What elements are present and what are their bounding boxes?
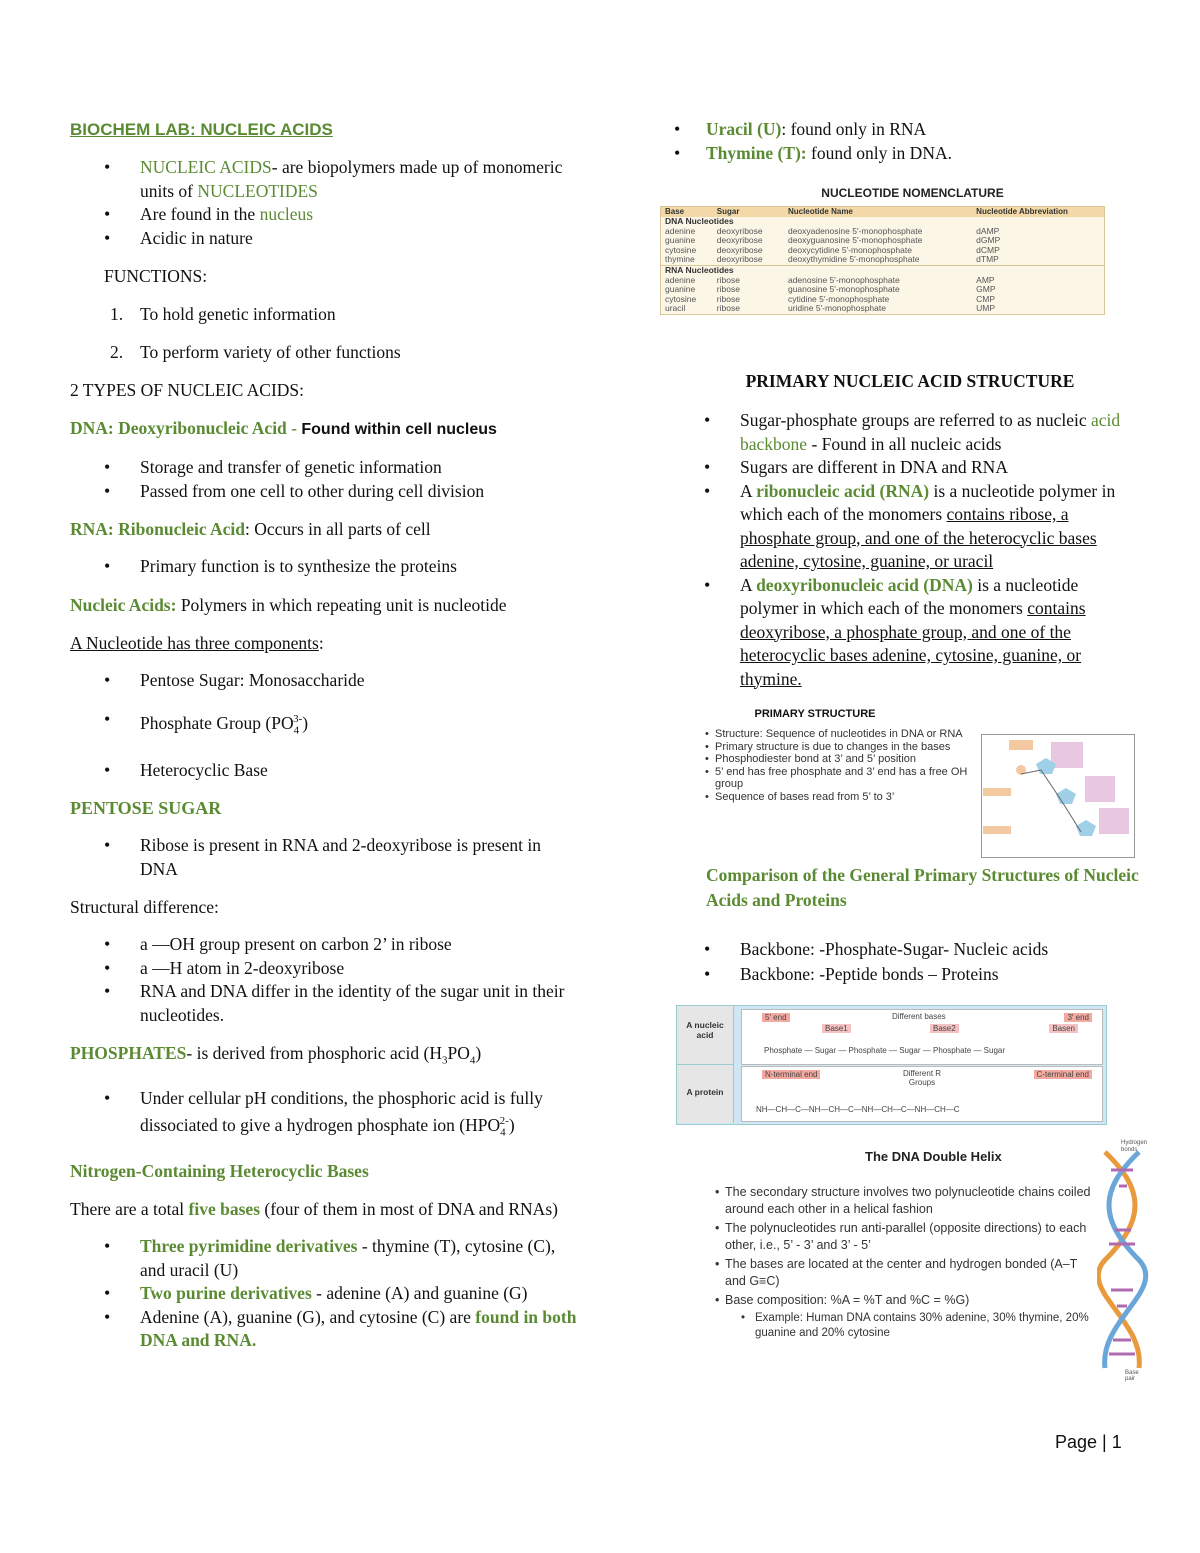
protein-chain: N-terminal end Different R Groups C-terminal end NH—CH—C—NH—CH—C—NH—CH—C—NH—CH—C (741, 1066, 1103, 1122)
list-item: • Heterocyclic Base (70, 759, 580, 783)
uracil-thymine-list (670, 118, 1140, 165)
primary-heading: PRIMARY NUCLEIC ACID STRUCTURE (745, 371, 1075, 391)
list-item: • a —OH group present on carbon 2’ in ribose (70, 933, 580, 957)
dna-heading: DNA: Deoxyribonucleic Acid - Found within cell nucleus (70, 418, 497, 438)
list-item: • Structure: Sequence of nucleotides in DNA or RNA (705, 728, 963, 740)
list-item: • Primary structure is due to changes in the bases (705, 740, 951, 753)
list-item: • Uracil (U): found only in RNA (670, 118, 1140, 142)
list-item: • RNA and DNA differ in the identity of the sugar unit in their nucleotides. (70, 980, 580, 1027)
right-column (670, 118, 1140, 165)
list-item: • Backbone: -Peptide bonds – Proteins (670, 962, 1140, 987)
table-header: Base (661, 207, 713, 217)
list-item: 1. To hold genetic information (110, 304, 336, 324)
list-item: • Base composition: %A = %T and %C = %G) (715, 1293, 970, 1307)
list-item: • The secondary structure involves two polynucleotide chains coiled around each other in a helical fashion (715, 1185, 1091, 1216)
pentose-heading: PENTOSE SUGAR (70, 798, 222, 819)
hydrogen-bonds-label: Hydrogen bonds (1121, 1140, 1148, 1153)
list-item: • NUCLEIC ACIDS- are biopolymers made up of monomeric units of NUCLEOTIDES (70, 156, 580, 203)
bases-heading: Nitrogen-Containing Heterocyclic Bases (70, 1161, 369, 1182)
primary-list (670, 409, 1140, 691)
intro-list (70, 156, 580, 250)
list-item: • The bases are located at the center and hydrogen bonded (A–T and G≡C) (715, 1257, 1078, 1288)
list-item: • The polynucleotides run anti-parallel (opposite directions) to each other, i.e., 5’ - 3’ and 3’ - 5’ (715, 1221, 1087, 1252)
double-helix-figure (715, 1140, 1150, 1380)
primary-structure-figure (705, 708, 1135, 860)
backbone-list (670, 937, 1140, 986)
list-item: • Passed from one cell to other during cell division (70, 480, 580, 504)
nomenclature-figure (660, 186, 1105, 315)
helix-list (715, 1184, 1095, 1341)
doc-title: BIOCHEM LAB: NUCLEIC ACIDS (70, 120, 333, 139)
types-heading: 2 TYPES OF NUCLEIC ACIDS: (70, 380, 305, 400)
table-header: Sugar (713, 207, 784, 217)
list-item: • a —H atom in 2-deoxyribose (70, 957, 580, 981)
list-item: • A ribonucleic acid (RNA) is a nucleotide polymer in which each of the monomers contains ribose, a phosphate group, and one of the heterocyclic bases adenine, cytosine, guanine, or uracil (670, 480, 1140, 574)
table-row: cytosine deoxyribose deoxycytidine 5′-monophosphate dCMP (665, 244, 1000, 255)
list-item: 2. To perform variety of other functions (110, 342, 401, 362)
functions-list (70, 302, 580, 364)
table-row: uracil ribose uridine 5′-monophosphate UMP (665, 303, 996, 314)
table-row: adenine deoxyribose deoxyadenosine 5′-monophosphate dAMP (665, 225, 1000, 236)
list-item: • Sequence of bases read from 5’ to 3’ (705, 790, 895, 803)
components-list (70, 669, 580, 783)
structural-heading: Structural difference: (70, 897, 219, 918)
table-group-label: RNA Nucleotides (661, 265, 1104, 275)
structural-list (70, 933, 580, 1027)
list-item: • Primary function is to synthesize the proteins (70, 555, 580, 579)
rna-list (70, 555, 580, 579)
table-header: Nucleotide Name (784, 207, 972, 217)
nucleic-acid-label-box: A nucleic acid (677, 1006, 734, 1065)
dna-list (70, 456, 580, 503)
polynucleotide-diagram (981, 734, 1136, 858)
list-item: • Storage and transfer of genetic information (70, 456, 580, 480)
table-row: guanine ribose guanosine 5′-monophosphate GMP (665, 284, 996, 295)
list-item: • A deoxyribonucleic acid (DNA) is a nucleotide polymer in which each of the monomers contains deoxyribose, a phosphate group, and one of the heterocyclic bases adenine, cytosine, guanine, or thymine. (670, 574, 1140, 692)
list-item: • Ribose is present in RNA and 2-deoxyribose is present in DNA (70, 834, 580, 881)
primary-structure-list (705, 728, 975, 803)
functions-heading: FUNCTIONS: (104, 266, 208, 286)
list-item: • Adenine (A), guanine (G), and cytosine (C) are found in both DNA and RNA. (70, 1306, 580, 1353)
base-pair-label: Base pair (1125, 1370, 1139, 1382)
primary-structure-title: PRIMARY STRUCTURE (754, 708, 876, 720)
list-item: • Acidic in nature (70, 227, 580, 251)
table-row: cytosine ribose cytidine 5′-monophosphate CMP (665, 293, 996, 304)
comparison-heading: Comparison of the General Primary Structures of Nucleic Acids and Proteins (706, 865, 1139, 910)
nomenclature-title: NUCLEOTIDE NOMENCLATURE (821, 186, 1004, 200)
list-item: • Three pyrimidine derivatives - thymine (T), cytosine (C), and uracil (U) (70, 1235, 580, 1282)
list-item: • 5’ end has free phosphate and 3’ end has a free OH group (705, 765, 968, 790)
phosphates-heading: PHOSPHATES- is derived from phosphoric acid $(H_3PO_4)$ (70, 1043, 482, 1067)
dna-helix-icon (1097, 1140, 1149, 1380)
comparison-diagram (676, 1005, 1107, 1125)
list-item: • Thymine (T): found only in DNA. (670, 142, 1140, 166)
list-item: • Sugar-phosphate groups are referred to as nucleic acid backbone - Found in all nucleic acids (670, 409, 1140, 456)
list-item: • Phosphodiester bond at 3’ and 5’ position (705, 753, 916, 765)
table-row: thymine deoxyribose deoxythymidine 5′-monophosphate dTMP (665, 254, 999, 265)
nomenclature-table-wrap (660, 206, 1105, 315)
bases-list (70, 1235, 580, 1353)
list-item: • Phosphate Group $(PO_4^{3-})$ (70, 708, 580, 743)
components-heading: A Nucleotide has three components: (70, 632, 324, 653)
list-item: • Backbone: -Phosphate-Sugar- Nucleic acids (670, 937, 1140, 962)
rna-heading: RNA: Ribonucleic Acid: Occurs in all parts of cell (70, 519, 431, 539)
bases-intro: There are a total five bases (four of them in most of DNA and RNAs) (70, 1199, 558, 1220)
table-row: adenine ribose adenosine 5′-monophosphate AMP (665, 274, 995, 285)
phosphates-list (70, 1087, 580, 1145)
list-item: • Are found in the nucleus (70, 203, 580, 227)
table-row: guanine deoxyribose deoxyguanosine 5′-monophosphate dGMP (665, 235, 1001, 246)
pentose-list (70, 834, 580, 881)
list-item: • Pentose Sugar: Monosaccharide (70, 669, 580, 693)
left-column (70, 118, 580, 1353)
nomenclature-table (661, 207, 1104, 314)
primary-section (670, 369, 1140, 691)
helix-title: The DNA Double Helix (865, 1149, 1002, 1164)
list-item: • Under cellular pH conditions, the phosphoric acid is fully dissociated to give a hydrogen phosphate ion $(HPO_4^{2-})$ (70, 1087, 580, 1145)
comparison-section (670, 863, 1140, 986)
page-number: Page | 1 (1055, 1432, 1122, 1452)
nucleic-acids-def: Nucleic Acids: Polymers in which repeating unit is nucleotide (70, 594, 507, 615)
list-item: • Two purine derivatives - adenine (A) and guanine (G) (70, 1282, 580, 1306)
protein-label-box: A protein (677, 1065, 734, 1123)
table-group-label: DNA Nucleotides (665, 216, 734, 226)
list-item: • Example: Human DNA contains 30% adenine, 30% thymine, 20% guanine and 20% cytosine (741, 1312, 1089, 1339)
list-item: • Sugars are different in DNA and RNA (670, 456, 1140, 480)
table-header: Nucleotide Abbreviation (972, 207, 1104, 217)
nucleic-acid-chain: 5′ end Different bases 3′ end Base1 Base2 Basen Phosphate — Sugar — Phosphate — Sugar — Phosphate — Sugar (741, 1009, 1103, 1065)
